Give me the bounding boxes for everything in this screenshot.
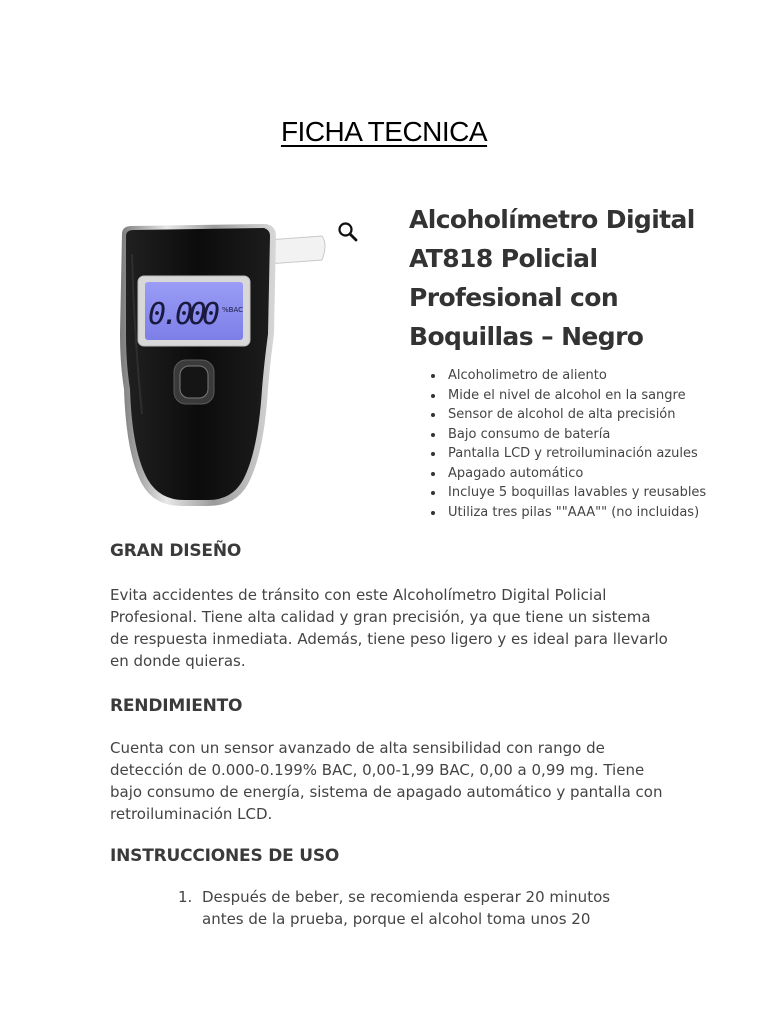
- document-title: FICHA TECNICA: [280, 116, 488, 147]
- mouthpiece: [268, 236, 325, 264]
- feature-item: Utiliza tres pilas ""AAA"" (no incluidas): [429, 503, 706, 523]
- list-item: [178, 886, 638, 930]
- feature-item: Incluye 5 boquillas lavables y reusables: [429, 483, 706, 503]
- lcd-unit: %BAC: [222, 306, 244, 314]
- product-image: [108, 214, 338, 514]
- instructions-list: [178, 886, 638, 930]
- feature-item: Alcoholimetro de aliento: [429, 366, 706, 386]
- feature-list: [429, 366, 706, 522]
- list-item-number: 1.: [178, 888, 193, 906]
- power-button: [180, 366, 208, 398]
- lcd-reading: 0.000: [148, 297, 220, 332]
- feature-item: Mide el nivel de alcohol en la sangre: [429, 386, 706, 406]
- feature-item: Bajo consumo de batería: [429, 425, 706, 445]
- section-body-performance: Cuenta con un sensor avanzado de alta sensibilidad con rango de detección de 0.000-0.199% BAC, 0,00-1,99 BAC, 0,00 a 0,99 mg. Tiene bajo consumo de energía, sistema de apagado automático y pantalla con retroiluminación LCD.: [110, 739, 663, 823]
- section-heading-instructions: INSTRUCCIONES DE USO: [110, 846, 340, 866]
- section-heading-design: GRAN DISEÑO: [110, 541, 242, 561]
- feature-item: Sensor de alcohol de alta precisión: [429, 405, 706, 425]
- list-item-text: Después de beber, se recomienda esperar 20 minutos antes de la prueba, porque el alcohol toma unos 20: [202, 888, 611, 928]
- section-body-design: Evita accidentes de tránsito con este Alcoholímetro Digital Policial Profesional. Tiene alta calidad y gran precisión, ya que tiene un sistema de respuesta inmediata. Además, tiene peso ligero y es ideal para llevarlo en donde quieras.: [110, 586, 668, 670]
- feature-item: Pantalla LCD y retroiluminación azules: [429, 444, 706, 464]
- section-heading-performance: RENDIMIENTO: [110, 696, 243, 716]
- feature-item: Apagado automático: [429, 464, 706, 484]
- magnifier-icon[interactable]: [337, 221, 359, 243]
- product-title: Alcoholímetro Digital AT818 Policial Profesional con Boquillas – Negro: [409, 205, 695, 351]
